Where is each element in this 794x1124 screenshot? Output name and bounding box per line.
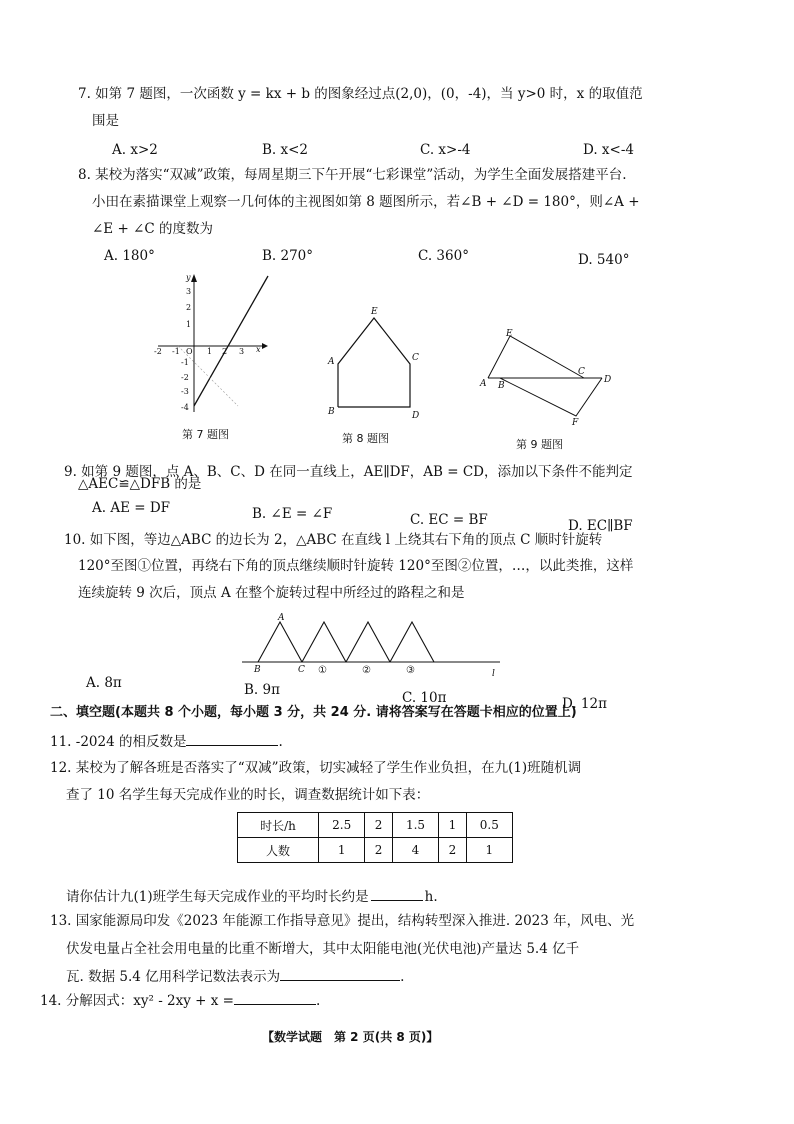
q12-unit: h. <box>424 889 438 905</box>
q8-option-c: C. 360° <box>418 248 469 264</box>
table-cell: 2.5 <box>319 813 365 838</box>
vertex-c-label: C <box>298 665 305 675</box>
figure-9-caption: 第 9 题图 <box>516 438 563 451</box>
y-tick-label: -4 <box>181 403 189 412</box>
q14-answer-blank[interactable] <box>234 990 316 1005</box>
x-tick-label: 2 <box>222 347 228 356</box>
section-2-heading: 二、填空题(本题共 8 个小题，每小题 3 分，共 24 分. 请将答案写在答题卡相应的位置上) <box>50 705 577 720</box>
page-footer: 【数学试题 第 2 页(共 8 页)】 <box>262 1030 439 1044</box>
q13-line3 <box>66 966 404 987</box>
q12-line2: 查了 10 名学生每天完成作业的时长，调查数据统计如下表： <box>66 787 430 803</box>
line-l-label: l <box>492 669 495 678</box>
q11-answer-blank[interactable] <box>186 731 278 746</box>
table-cell: 1.5 <box>392 813 438 838</box>
point-f-label: F <box>572 418 579 426</box>
figure-8-caption: 第 8 题图 <box>342 432 389 445</box>
q8-option-d: D. 540° <box>578 252 630 268</box>
table-cell: 1 <box>319 838 365 863</box>
q12-answer-blank[interactable] <box>371 886 423 901</box>
q10-line2: 120°至图①位置，再绕右下角的顶点继续顺时针旋转 120°至图②位置，…，以此类推，这样 <box>78 558 634 574</box>
function-line <box>194 276 268 406</box>
vertex-a-label: A <box>278 613 285 623</box>
table-cell: 1 <box>439 813 466 838</box>
q9-option-b: B. ∠E = ∠F <box>252 506 333 522</box>
y-axis-arrow <box>191 274 197 282</box>
q11 <box>50 731 283 752</box>
position-1-label: ① <box>318 665 327 676</box>
q9-option-d: D. EC∥BF <box>568 518 633 534</box>
q13-line1: 13. 国家能源局印发《2023 年能源工作指导意见》提出，结构转型深入推进. 2023 年，风电、光 <box>50 913 635 929</box>
x-axis-label: x <box>256 345 261 354</box>
q8-option-b: B. 270° <box>262 248 314 264</box>
y-tick-label: 1 <box>186 320 192 329</box>
figure-8-shape <box>322 302 422 422</box>
q14-end: . <box>316 993 321 1009</box>
vertex-a-label: A <box>328 357 335 367</box>
q9-line1: 9. 如第 9 题图，点 A、B、C、D 在同一直线上，AE∥DF，AB = CD，添加以下条件不能判定 <box>64 464 633 480</box>
table-cell: 0.5 <box>466 813 512 838</box>
table-cell: 4 <box>392 838 438 863</box>
q7-line2: 围是 <box>92 113 119 129</box>
q12-line3-text: 请你估计九(1)班学生每天完成作业的平均时长约是 <box>66 889 369 905</box>
table-row <box>238 838 513 863</box>
x-tick-label: -1 <box>172 347 180 356</box>
q12-line3 <box>66 886 438 907</box>
triangle-aec <box>488 336 584 378</box>
q7-option-d: D. x<-4 <box>583 142 635 158</box>
q13-answer-blank[interactable] <box>280 966 400 981</box>
x-tick-label: 1 <box>207 347 213 356</box>
q10-line1: 10. 如下图，等边△ABC 的边长为 2，△ABC 在直线 l 上绕其右下角的顶点 C 顺时针旋转 <box>64 532 603 548</box>
triangle-position-2 <box>346 622 390 662</box>
point-c-label: C <box>578 367 585 377</box>
x-tick-label: -2 <box>154 347 162 356</box>
q8-line1: 8. 某校为落实“双减”政策，每周星期三下午开展“七彩课堂”活动，为学生全面发展搭建平台. <box>78 167 627 183</box>
vertex-e-label: E <box>371 307 378 317</box>
point-d-label: D <box>604 375 612 385</box>
q10-option-a: A. 8π <box>86 675 122 691</box>
q14-text: 14. 分解因式：xy² - 2xy + x = <box>40 993 234 1009</box>
y-axis-label: y <box>186 273 191 282</box>
table-cell: 1 <box>466 838 512 863</box>
table-cell: 2 <box>365 838 392 863</box>
q14 <box>40 990 320 1011</box>
y-tick-label: -3 <box>181 387 189 396</box>
q7-option-b: B. x<2 <box>262 142 309 158</box>
table-cell: 2 <box>439 838 466 863</box>
triangle-dfb <box>500 378 602 416</box>
q8-line3: ∠E + ∠C 的度数为 <box>92 221 213 237</box>
origin-label: O <box>186 347 193 356</box>
q13-line2: 伏发电量占全社会用电量的比重不断增大，其中太阳能电池(光伏电池)产量达 5.4 亿千 <box>66 941 580 957</box>
point-a-label: A <box>480 379 487 389</box>
q7-option-c: C. x>-4 <box>420 142 471 158</box>
q12-data-table <box>237 812 513 863</box>
figure-7-graph <box>150 272 270 417</box>
q8-option-a: A. 180° <box>104 248 155 264</box>
q9-option-a: A. AE = DF <box>92 500 171 516</box>
q12-line1: 12. 某校为了解各班是否落实了“双减”政策，切实减轻了学生作业负担，在九(1)班随机调 <box>50 760 582 776</box>
q10-option-b: B. 9π <box>244 682 280 698</box>
y-tick-label: 2 <box>186 303 192 312</box>
x-tick-label: 3 <box>239 347 245 356</box>
triangle-position-3 <box>390 622 434 662</box>
table-row <box>238 813 513 838</box>
y-tick-label: 3 <box>186 287 192 296</box>
triangle-position-1 <box>302 622 346 662</box>
q7-option-a: A. x>2 <box>112 142 158 158</box>
triangle-abc <box>258 622 302 662</box>
vertex-b-label: B <box>254 665 261 675</box>
q10-option-d: D. 12π <box>562 696 607 712</box>
q10-option-c: C. 10π <box>402 690 447 706</box>
point-e-label: E <box>506 329 513 339</box>
position-2-label: ② <box>362 665 371 676</box>
pentagon-outline <box>338 318 410 407</box>
q10-line3: 连续旋转 9 次后，顶点 A 在整个旋转过程中所经过的路程之和是 <box>78 585 465 601</box>
y-tick-label: -2 <box>181 373 189 382</box>
y-tick-label: -1 <box>181 358 189 367</box>
vertex-b-label: B <box>328 407 335 417</box>
q11-text: 11. -2024 的相反数是 <box>50 734 187 750</box>
point-b-label: B <box>498 381 505 391</box>
table-header-cell: 时长/h <box>238 813 319 838</box>
q13-end: . <box>400 969 405 985</box>
figure-9-triangles <box>476 326 626 426</box>
q7-line1: 7. 如第 7 题图，一次函数 y = kx + b 的图象经过点(2,0)，(0，-4)，当 y>0 时，x 的取值范 <box>78 86 643 102</box>
figure-7-caption: 第 7 题图 <box>182 428 229 441</box>
x-axis-arrow <box>262 343 268 349</box>
table-header-cell: 人数 <box>238 838 319 863</box>
q9-option-c: C. EC = BF <box>410 512 488 528</box>
position-3-label: ③ <box>406 665 415 676</box>
vertex-d-label: D <box>412 411 420 421</box>
q8-line2: 小田在素描课堂上观察一几何体的主视图如第 8 题图所示，若∠B + ∠D = 180°，则∠A + <box>92 194 640 210</box>
figure-10-rotation <box>238 610 508 678</box>
table-cell: 2 <box>365 813 392 838</box>
q11-end: . <box>278 734 283 750</box>
vertex-c-label: C <box>412 353 419 363</box>
q13-line3-text: 瓦. 数据 5.4 亿用科学记数法表示为 <box>66 969 281 985</box>
q9-line2: △AEC≌△DFB 的是 <box>78 476 202 492</box>
